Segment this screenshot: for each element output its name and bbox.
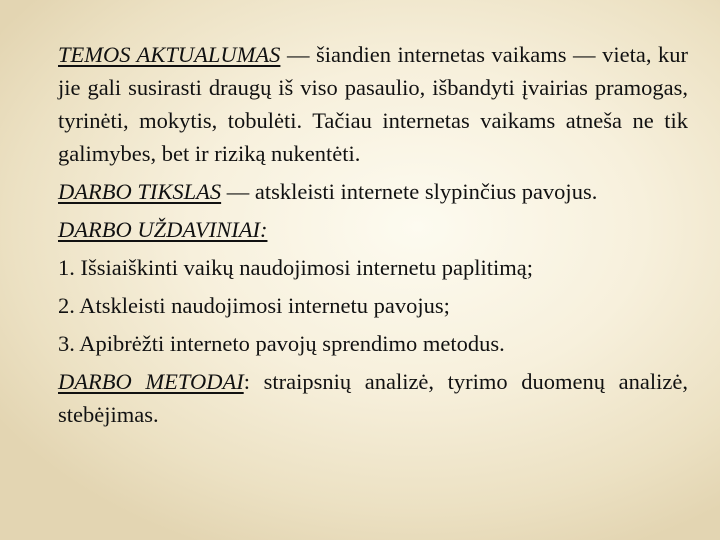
goal-heading: DARBO TIKSLAS [58, 179, 222, 204]
task-item-1: 1. Išsiaiškinti vaikų naudojimosi internetu paplitimą; [58, 255, 533, 280]
methods-paragraph [58, 365, 688, 431]
methods-heading: DARBO METODAI [58, 369, 244, 394]
task-item-3: 3. Apibrėžti interneto pavojų sprendimo metodus. [58, 331, 505, 356]
goal-paragraph [58, 175, 688, 208]
tasks-heading: DARBO UŽDAVINIAI: [58, 217, 268, 242]
relevance-text: — šiandien internetas vaikams — vieta, kur jie gali susirasti draugų iš viso pasaulio, išbandyti įvairias pramogas, tyrinėti, mokytis, tobulėti. Tačiau internetas vaikams atneša ne tik galimybes, bet ir riziką nukentėti. [58, 42, 688, 166]
goal-text: — atskleisti internete slypinčius pavojus. [221, 179, 598, 204]
slide-content [58, 38, 688, 528]
relevance-heading: TEMOS AKTUALUMAS [58, 42, 281, 67]
task-item-2: 2. Atskleisti naudojimosi internetu pavojus; [58, 293, 450, 318]
methods-text: : straipsnių analizė, tyrimo duomenų analizė, stebėjimas. [58, 369, 688, 427]
tasks-heading-paragraph [58, 213, 688, 246]
relevance-paragraph [58, 38, 688, 170]
